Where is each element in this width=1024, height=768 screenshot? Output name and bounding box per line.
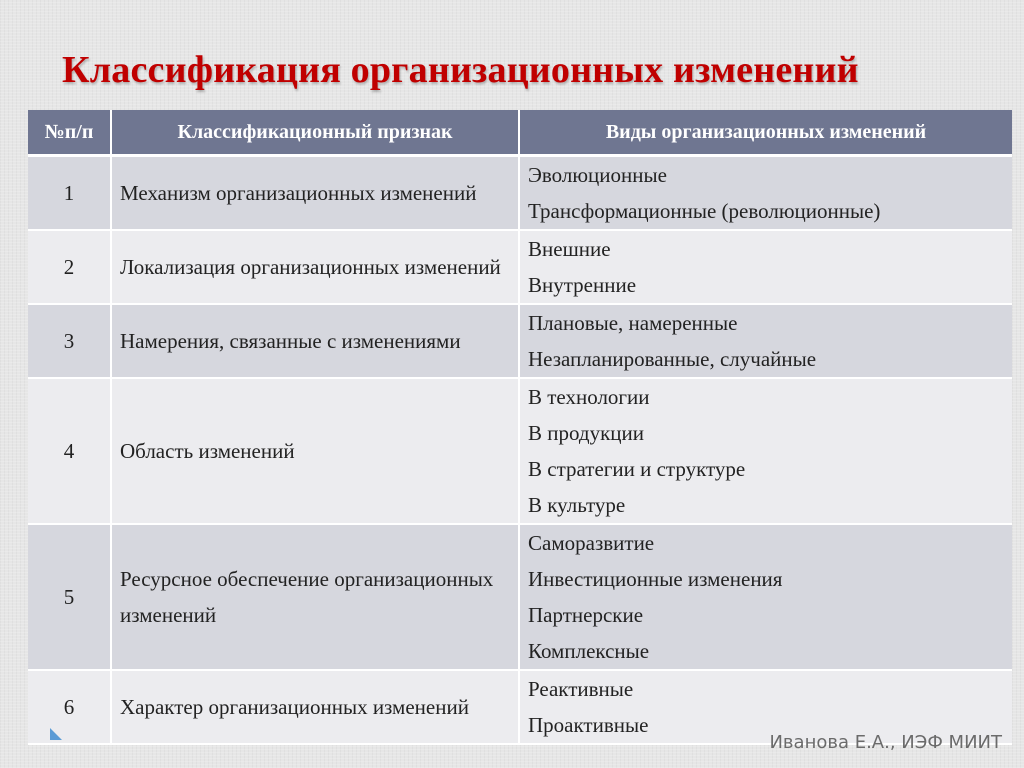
type-item: Эволюционные xyxy=(528,163,667,187)
row-number: 3 xyxy=(28,304,111,378)
table-header-row xyxy=(28,110,1012,156)
type-item: Внешние xyxy=(528,237,611,261)
type-item: Инвестиционные изменения xyxy=(528,567,783,591)
slide-title: Классификация организационных изменений xyxy=(62,49,859,91)
slide-footer: Иванова Е.А., ИЭФ МИИТ xyxy=(769,732,1002,753)
type-item: Партнерские xyxy=(528,603,644,627)
row-number: 2 xyxy=(28,230,111,304)
row-feature: Локализация организационных изменений xyxy=(111,230,519,304)
type-item: Внутренние xyxy=(528,273,637,297)
classification-table xyxy=(28,110,1012,745)
table-row xyxy=(28,524,1012,670)
header-number: №п/п xyxy=(28,110,111,156)
header-feature: Классификационный признак xyxy=(111,110,519,156)
row-number: 6 xyxy=(28,670,111,744)
type-item: Реактивные xyxy=(528,677,634,701)
type-item: В технологии xyxy=(528,385,650,409)
type-item: В продукции xyxy=(528,421,644,445)
row-feature: Ресурсное обеспечение организационных изменений xyxy=(111,524,519,670)
row-types xyxy=(519,230,1012,304)
type-item: Саморазвитие xyxy=(528,531,655,555)
type-item: Комплексные xyxy=(528,639,650,663)
table-row xyxy=(28,378,1012,524)
table-row xyxy=(28,304,1012,378)
row-number: 4 xyxy=(28,378,111,524)
row-feature: Намерения, связанные с изменениями xyxy=(111,304,519,378)
corner-triangle-icon xyxy=(50,728,62,740)
table-row xyxy=(28,156,1012,231)
row-feature: Характер организационных изменений xyxy=(111,670,519,744)
type-item: В стратегии и структуре xyxy=(528,457,746,481)
row-types xyxy=(519,304,1012,378)
row-feature: Область изменений xyxy=(111,378,519,524)
header-types: Виды организационных изменений xyxy=(519,110,1012,156)
type-item: Незапланированные, случайные xyxy=(528,347,817,371)
table-row xyxy=(28,230,1012,304)
row-number: 1 xyxy=(28,156,111,231)
row-types xyxy=(519,524,1012,670)
type-item: Проактивные xyxy=(528,713,649,737)
row-types xyxy=(519,156,1012,231)
row-number: 5 xyxy=(28,524,111,670)
type-item: Плановые, намеренные xyxy=(528,311,738,335)
row-types xyxy=(519,378,1012,524)
type-item: Трансформационные (революционные) xyxy=(528,199,881,223)
type-item: В культуре xyxy=(528,493,626,517)
row-feature: Механизм организационных изменений xyxy=(111,156,519,231)
